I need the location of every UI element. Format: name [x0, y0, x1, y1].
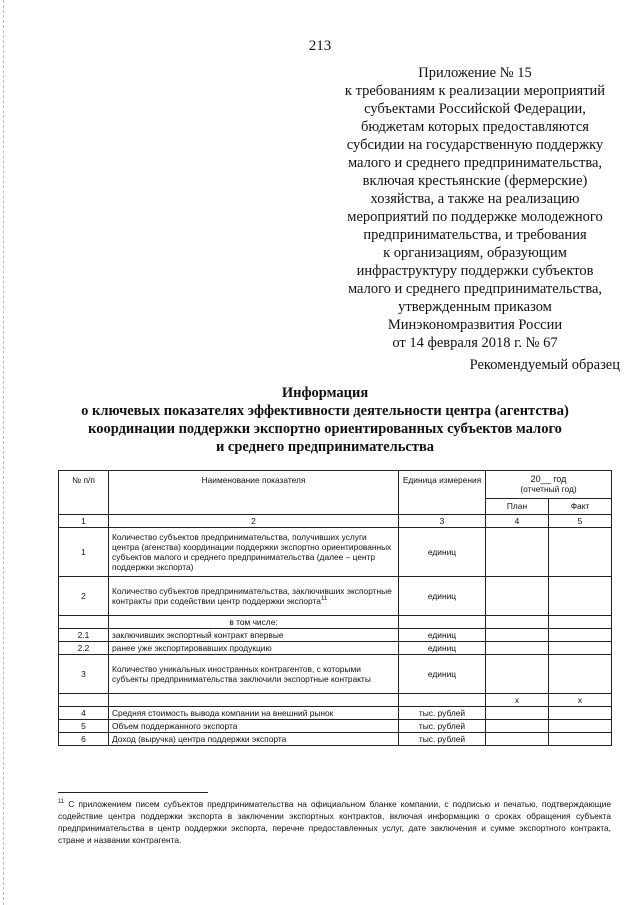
row-num: 4 — [59, 707, 109, 720]
table-row — [59, 528, 612, 577]
row-unit: единиц — [399, 528, 486, 577]
appendix-line: мероприятий по поддержке молодежного — [347, 209, 603, 225]
table-row — [59, 629, 612, 642]
table-row — [59, 694, 612, 707]
row-plan — [486, 528, 549, 577]
row-num: 2.2 — [59, 642, 109, 655]
appendix-line: малого и среднего предпринимательства, — [347, 281, 603, 297]
header-year-label: 20__ год — [530, 474, 567, 484]
title-line: и среднего предпринимательства — [215, 439, 435, 455]
row-name: Количество уникальных иностранных контрагентов, с которыми субъекты предпринимательства заключили экспортные контракты — [109, 655, 399, 694]
row-fact — [549, 733, 612, 746]
footnote-mark: 11 — [320, 596, 328, 603]
appendix-line: к организациям, образующим — [383, 245, 567, 261]
appendix-line: инфраструктуру поддержки субъектов — [356, 263, 594, 279]
title-line: координации поддержки экспортно ориентированных субъектов малого — [88, 421, 562, 437]
row-num: 1 — [59, 528, 109, 577]
appendix-line: субсидии на государственную поддержку — [346, 137, 604, 153]
row-num — [59, 616, 109, 629]
document-title — [40, 384, 610, 456]
row-plan — [486, 642, 549, 655]
row-unit — [399, 616, 486, 629]
table-header-row — [59, 471, 612, 499]
row-name — [109, 694, 399, 707]
header-unit: Единица измерения — [399, 471, 486, 515]
table-row — [59, 733, 612, 746]
column-number: 5 — [549, 515, 612, 528]
row-num: 2.1 — [59, 629, 109, 642]
header-fact: Факт — [549, 499, 612, 515]
row-fact — [549, 528, 612, 577]
column-number: 3 — [399, 515, 486, 528]
appendix-line: Приложение № 15 — [418, 65, 532, 81]
row-num: 2 — [59, 577, 109, 616]
recommended-sample-label: Рекомендуемый образец — [469, 357, 620, 373]
row-plan — [486, 733, 549, 746]
table-row — [59, 616, 612, 629]
table-row — [59, 642, 612, 655]
page-edge-marks — [3, 0, 5, 905]
row-unit: единиц — [399, 577, 486, 616]
title-line: Информация — [281, 385, 369, 401]
row-name: Объем поддержанного экспорта — [109, 720, 399, 733]
appendix-line: Минэкономразвития России — [387, 317, 563, 333]
row-unit: единиц — [399, 655, 486, 694]
row-num: 6 — [59, 733, 109, 746]
appendix-line: к требованиям к реализации мероприятий — [344, 83, 606, 99]
row-name: ранее уже экспортировавших продукцию — [109, 642, 399, 655]
row-plan — [486, 720, 549, 733]
appendix-block — [330, 64, 620, 352]
appendix-line: бюджетам которых предоставляются — [361, 119, 589, 135]
row-name: Количество субъектов предпринимательства, получивших услуги центра (агенства) координации поддержки экспортно ориентированных субъектов малого и среднего предпринимательства (далее – центр поддержки экспорта) — [109, 528, 399, 577]
row-unit: тыс. рублей — [399, 707, 486, 720]
row-unit — [399, 694, 486, 707]
column-number-row — [59, 515, 612, 528]
header-year-note: (отчетный год) — [520, 484, 577, 494]
row-unit: тыс. рублей — [399, 733, 486, 746]
row-fact — [549, 616, 612, 629]
row-num: 5 — [59, 720, 109, 733]
table-row — [59, 720, 612, 733]
footnote-text: С приложением писем субъектов предпринимательства на официальном бланке компании, с подписью и печатью, подтверждающие содействие центра поддержки экспорта в заключении экспортных контрактов, включая информацию о сроках обращения субъекта предпринимательства в центр поддержки экспорта, перечне предоставленных услуг, дате заключения и сумме экспортного контракта, стране и названии контрагента. — [58, 799, 611, 845]
row-plan — [486, 616, 549, 629]
row-fact — [549, 642, 612, 655]
header-year — [486, 471, 612, 499]
table-row — [59, 577, 612, 616]
footnote-number: 11 — [58, 799, 65, 806]
row-unit: единиц — [399, 629, 486, 642]
header-name: Наименование показателя — [109, 471, 399, 515]
column-number: 1 — [59, 515, 109, 528]
column-number: 2 — [109, 515, 399, 528]
row-num: 3 — [59, 655, 109, 694]
indicators-table — [58, 470, 612, 746]
row-unit: единиц — [399, 642, 486, 655]
row-name-cell — [109, 577, 399, 616]
table-row — [59, 707, 612, 720]
table-row — [59, 655, 612, 694]
appendix-line: включая крестьянские (фермерские) — [362, 173, 588, 189]
appendix-line: утвержденным приказом — [398, 299, 552, 315]
appendix-line: субъектами Российской Федерации, — [364, 101, 586, 117]
row-fact — [549, 655, 612, 694]
footnote — [58, 798, 611, 846]
row-fact — [549, 629, 612, 642]
row-fact — [549, 707, 612, 720]
appendix-line: малого и среднего предпринимательства, — [347, 155, 603, 171]
row-plan: х — [486, 694, 549, 707]
row-num — [59, 694, 109, 707]
appendix-line: хозяйства, а также на реализацию — [370, 191, 580, 207]
row-name: Средняя стоимость вывода компании на внешний рынок — [109, 707, 399, 720]
row-fact — [549, 577, 612, 616]
header-plan: План — [486, 499, 549, 515]
footnote-separator — [58, 792, 208, 793]
row-plan — [486, 629, 549, 642]
page-number: 213 — [308, 38, 332, 54]
row-fact: х — [549, 694, 612, 707]
row-name: заключивших экспортный контракт впервые — [109, 629, 399, 642]
row-name: Доход (выручка) центра поддержки экспорта — [109, 733, 399, 746]
row-unit: тыс. рублей — [399, 720, 486, 733]
title-line: о ключевых показателях эффективности деятельности центра (агентства) — [81, 403, 569, 419]
appendix-line: от 14 февраля 2018 г. № 67 — [392, 335, 558, 351]
header-num: № п/п — [59, 471, 109, 515]
appendix-line: предпринимательства, и требования — [363, 227, 587, 243]
row-plan — [486, 577, 549, 616]
row-plan — [486, 707, 549, 720]
row-fact — [549, 720, 612, 733]
row-name: в том числе: — [109, 616, 399, 629]
column-number: 4 — [486, 515, 549, 528]
row-plan — [486, 655, 549, 694]
row-name: Количество субъектов предпринимательства, заключивших экспортные контракты при содействии центр поддержки экспорта — [112, 586, 392, 606]
